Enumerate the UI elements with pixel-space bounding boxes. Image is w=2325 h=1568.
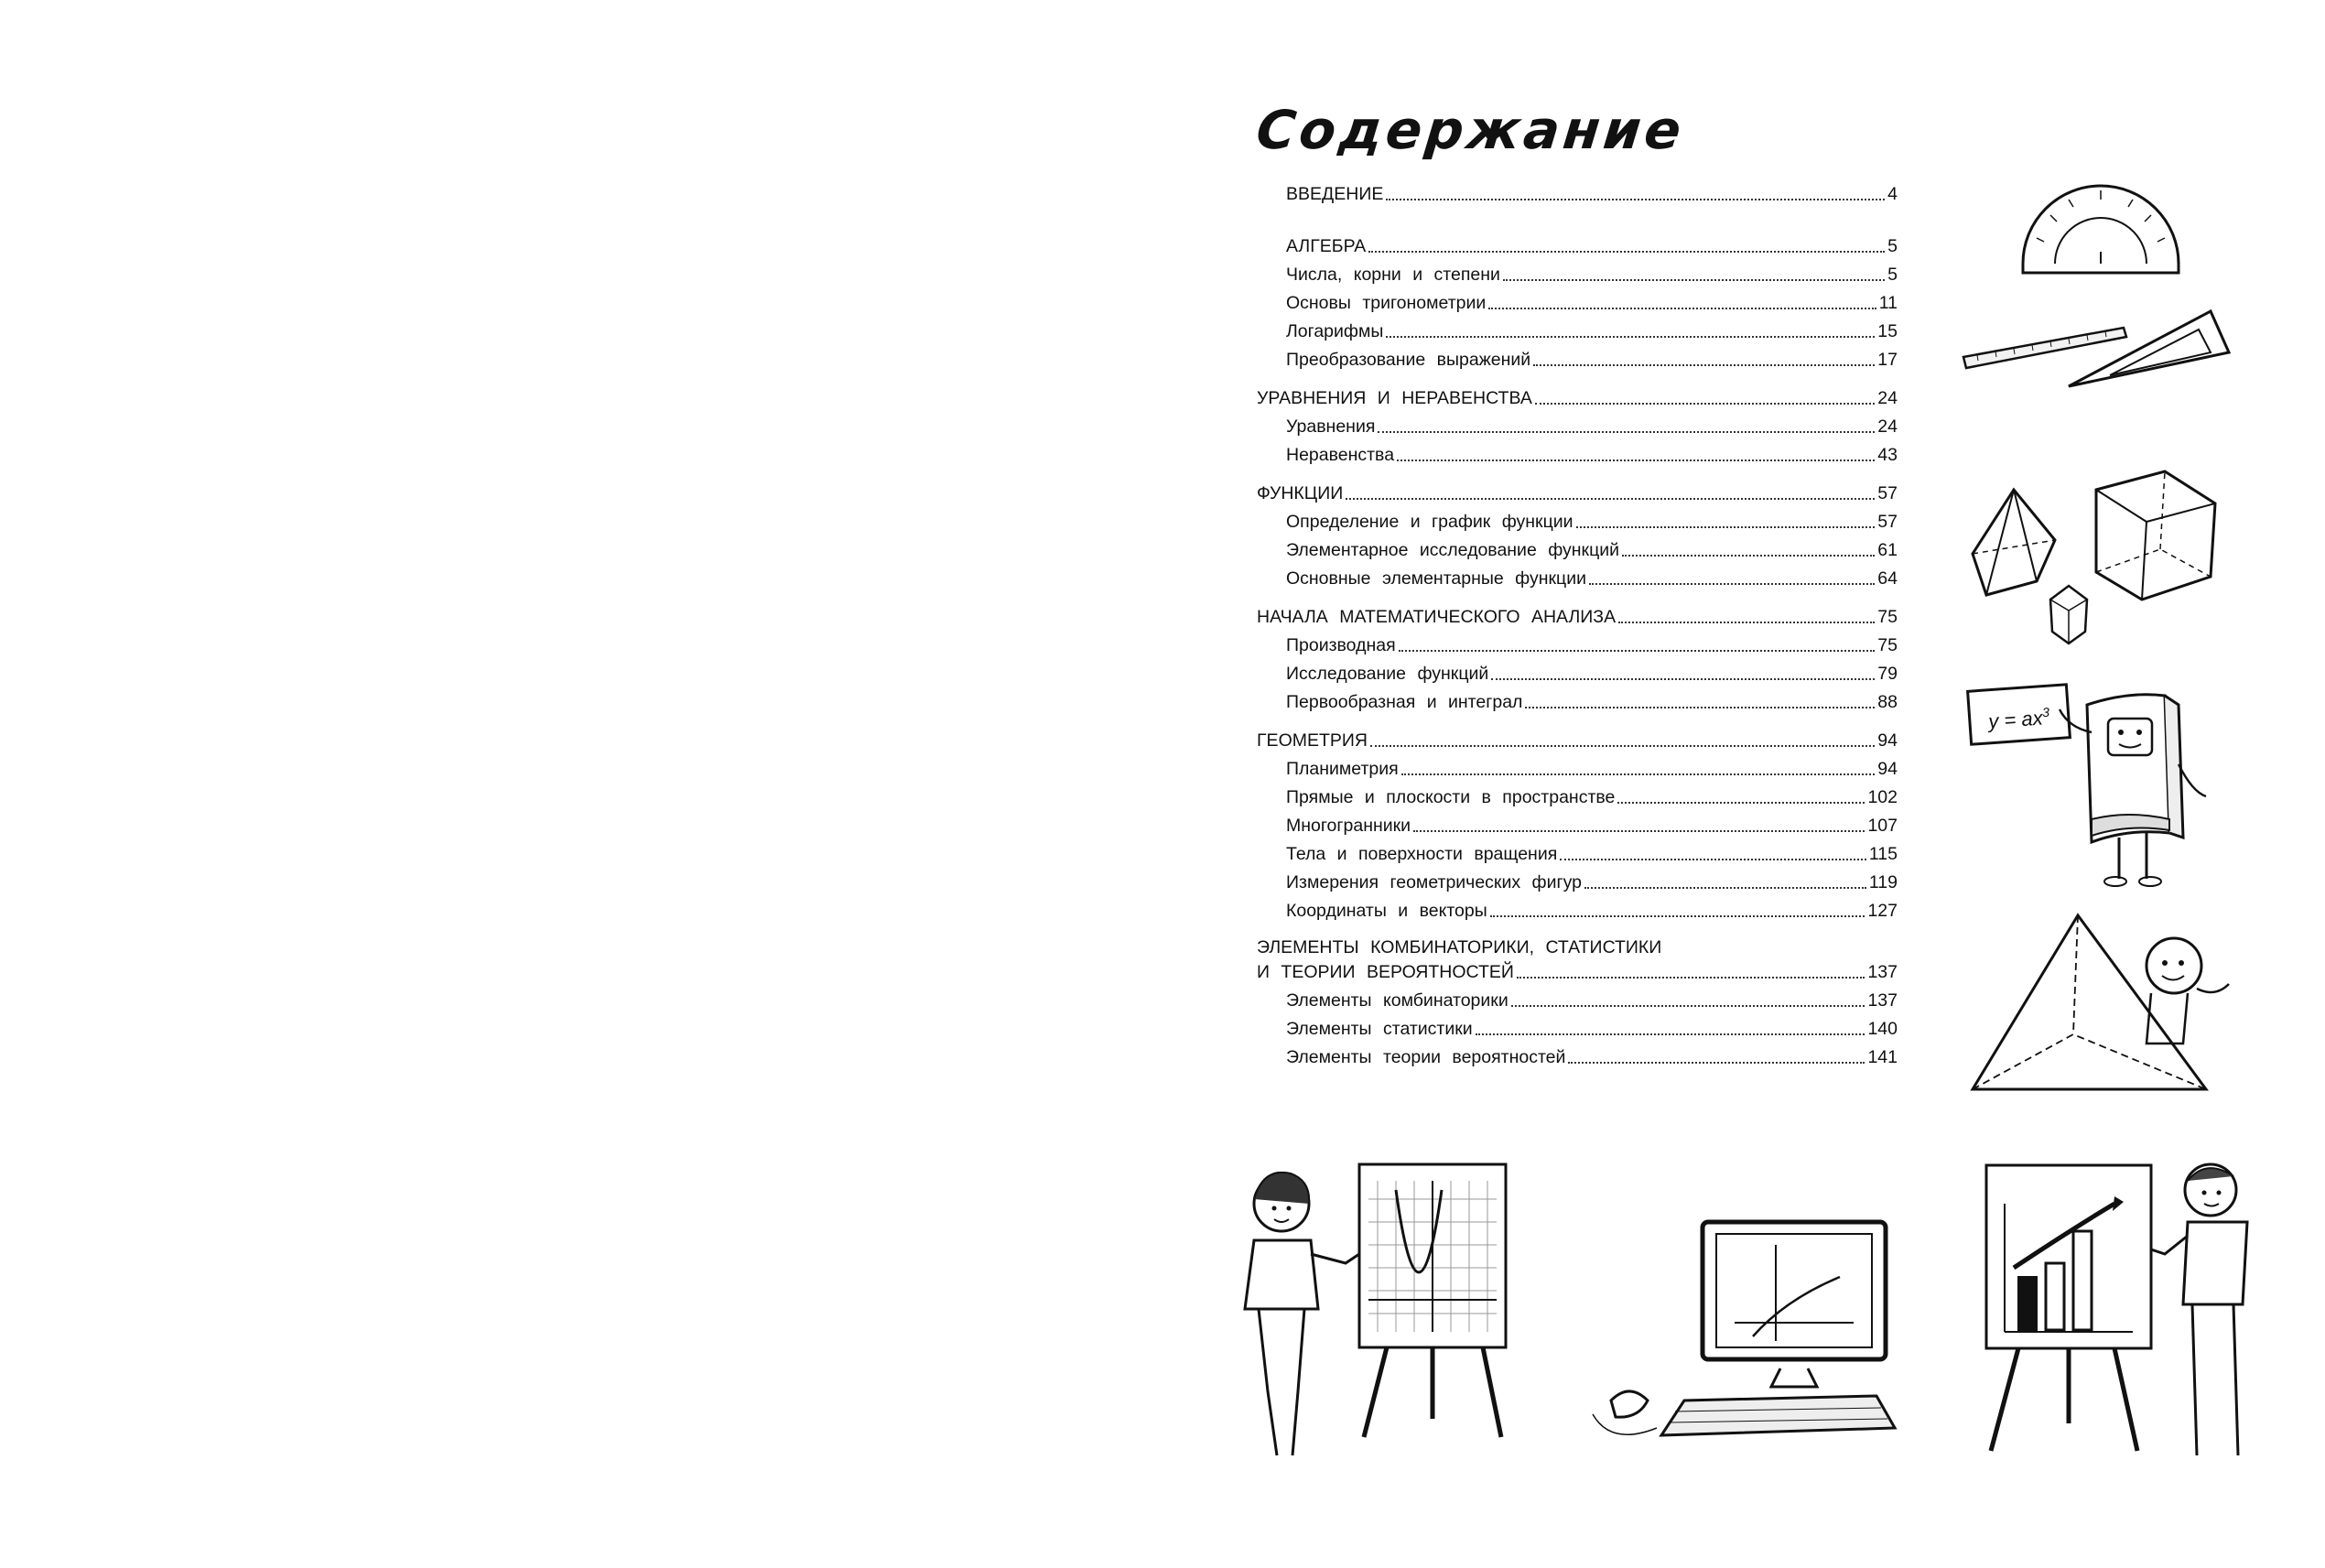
toc-page-number: 115 xyxy=(1868,844,1898,864)
toc-entry[interactable] xyxy=(1257,691,1898,713)
toc-entry[interactable] xyxy=(1257,264,1898,286)
toc-page-number: 137 xyxy=(1867,962,1898,982)
dot-leader xyxy=(1413,830,1865,832)
dot-leader xyxy=(1368,251,1885,253)
dot-leader xyxy=(1560,859,1866,860)
toc-section[interactable] xyxy=(1257,387,1898,409)
ruler-triangle-illustration xyxy=(1959,302,2233,394)
toc-section[interactable] xyxy=(1257,606,1898,628)
dot-leader xyxy=(1618,622,1875,623)
toc-entry-title: Элементарное исследование функций xyxy=(1286,540,1620,560)
toc-entry[interactable] xyxy=(1257,900,1898,922)
toc-section[interactable] xyxy=(1257,482,1898,504)
toc-entry[interactable] xyxy=(1257,568,1898,589)
toc-entry[interactable] xyxy=(1257,320,1898,342)
toc-entry-title: НАЧАЛА МАТЕМАТИЧЕСКОГО АНАЛИЗА xyxy=(1257,607,1617,627)
dot-leader xyxy=(1503,279,1885,281)
toc-page-number: 119 xyxy=(1868,872,1898,892)
toc-entry-title: Числа, корни и степени xyxy=(1286,265,1500,285)
toc-page-number: 137 xyxy=(1867,990,1898,1011)
dot-leader xyxy=(1535,403,1875,405)
dot-leader xyxy=(1488,308,1876,309)
toc-entry-title: ГЕОМЕТРИЯ xyxy=(1257,730,1368,751)
toc-entry[interactable] xyxy=(1257,235,1898,257)
toc-entry-title: Уравнения xyxy=(1286,416,1376,437)
book-character-illustration xyxy=(2055,682,2247,892)
toc-section[interactable] xyxy=(1257,961,1898,983)
dot-leader xyxy=(1584,887,1866,889)
toc-entry-title: Первообразная и интеграл xyxy=(1286,692,1523,712)
dot-leader xyxy=(1490,915,1865,917)
formula-text: y = ax xyxy=(1987,706,2044,733)
dot-leader xyxy=(1386,199,1885,200)
toc-entry[interactable] xyxy=(1257,786,1898,808)
toc-page-number: 102 xyxy=(1867,787,1898,807)
toc-entry-title: ВВЕДЕНИЕ xyxy=(1286,184,1384,204)
toc-entry[interactable] xyxy=(1257,292,1898,314)
toc-section[interactable] xyxy=(1257,730,1898,752)
toc-entry[interactable] xyxy=(1257,183,1898,205)
toc-entry-title: Производная xyxy=(1286,635,1396,655)
toc-entry[interactable] xyxy=(1257,511,1898,533)
toc-entry-title: Элементы комбинаторики xyxy=(1286,990,1509,1011)
dot-leader xyxy=(1617,802,1865,804)
toc-entry-title: Планиметрия xyxy=(1286,759,1399,779)
teacher-parabola-illustration xyxy=(1227,1153,1529,1469)
toc-entry-title: УРАВНЕНИЯ И НЕРАВЕНСТВА xyxy=(1257,388,1532,408)
toc-page-number: 140 xyxy=(1867,1019,1898,1039)
pyramid-character-illustration xyxy=(1968,906,2243,1103)
dot-leader xyxy=(1378,431,1875,433)
toc-entry[interactable] xyxy=(1257,663,1898,685)
toc-entry-title: Многогранники xyxy=(1286,816,1411,836)
toc-entry[interactable] xyxy=(1257,349,1898,371)
toc-page-number: 57 xyxy=(1877,512,1898,532)
toc-entry[interactable] xyxy=(1257,634,1898,656)
toc-entry[interactable] xyxy=(1257,539,1898,561)
toc-entry[interactable] xyxy=(1257,989,1898,1011)
dot-leader xyxy=(1476,1033,1865,1035)
dot-leader xyxy=(1370,745,1875,747)
toc-page-number: 24 xyxy=(1877,388,1898,408)
toc-page-number: 79 xyxy=(1877,664,1898,684)
toc-page-number: 141 xyxy=(1867,1047,1898,1067)
toc-page-number: 5 xyxy=(1887,265,1898,285)
dot-leader xyxy=(1397,460,1875,461)
toc-entry-title: И ТЕОРИИ ВЕРОЯТНОСТЕЙ xyxy=(1257,962,1514,982)
toc-entry[interactable] xyxy=(1257,871,1898,893)
dot-leader xyxy=(1517,977,1865,979)
toc-entry[interactable] xyxy=(1257,444,1898,466)
protractor-illustration xyxy=(2014,165,2188,275)
toc-section-heading-line1: ЭЛЕМЕНТЫ КОМБИНАТОРИКИ, СТАТИСТИКИ xyxy=(1257,937,1662,957)
dot-leader xyxy=(1576,526,1876,528)
computer-illustration xyxy=(1574,1208,1941,1465)
toc-page-number: 57 xyxy=(1877,483,1898,503)
toc-page-number: 11 xyxy=(1878,293,1898,313)
toc-page-number: 24 xyxy=(1877,416,1898,437)
dot-leader xyxy=(1511,1005,1865,1007)
toc-entry-title: Тела и поверхности вращения xyxy=(1286,844,1558,864)
toc-entry-title: Исследование функций xyxy=(1286,664,1489,684)
toc-page-number: 88 xyxy=(1877,692,1898,712)
dot-leader xyxy=(1346,498,1875,500)
toc-page-number: 75 xyxy=(1877,607,1898,627)
toc-entry-title: Неравенства xyxy=(1286,445,1395,465)
dot-leader xyxy=(1622,555,1875,557)
toc-page-number: 94 xyxy=(1877,730,1898,751)
toc-entry[interactable] xyxy=(1257,758,1898,780)
dot-leader xyxy=(1386,336,1875,338)
presenter-bar-chart-illustration xyxy=(1977,1149,2270,1469)
dot-leader xyxy=(1401,773,1876,775)
dot-leader xyxy=(1491,678,1875,680)
toc-page-number: 127 xyxy=(1867,901,1898,921)
polyhedra-illustration xyxy=(1968,453,2243,650)
toc-entry[interactable] xyxy=(1257,1046,1898,1068)
toc-entry[interactable] xyxy=(1257,416,1898,438)
toc-entry-title: ФУНКЦИИ xyxy=(1257,483,1344,503)
dot-leader xyxy=(1533,364,1875,366)
toc-page-number: 17 xyxy=(1877,350,1898,370)
toc-entry[interactable] xyxy=(1257,1018,1898,1040)
toc-entry-title: Элементы статистики xyxy=(1286,1019,1473,1039)
toc-page-number: 43 xyxy=(1877,445,1898,465)
toc-page-number: 64 xyxy=(1877,568,1898,589)
page-title: Содержание xyxy=(1253,99,1688,161)
toc-entry-title: АЛГЕБРА xyxy=(1286,236,1367,256)
toc-entry-title: Координаты и векторы xyxy=(1286,901,1487,921)
toc-entry-title: Измерения геометрических фигур xyxy=(1286,872,1582,892)
toc-entry-title: Основы тригонометрии xyxy=(1286,293,1487,313)
toc-entry-title: Преобразование выражений xyxy=(1286,350,1531,370)
toc-entry-title: Определение и график функции xyxy=(1286,512,1573,532)
toc-page-number: 75 xyxy=(1877,635,1898,655)
toc-entry[interactable] xyxy=(1257,843,1898,865)
toc-page-number: 4 xyxy=(1887,184,1898,204)
dot-leader xyxy=(1589,583,1875,585)
toc-page-number: 107 xyxy=(1867,816,1898,836)
toc-entry-title: Элементы теории вероятностей xyxy=(1286,1047,1566,1067)
toc-entry-title: Основные элементарные функции xyxy=(1286,568,1586,589)
dot-leader xyxy=(1399,650,1876,652)
toc-entry-title: Прямые и плоскости в пространстве xyxy=(1286,787,1616,807)
toc-entry[interactable] xyxy=(1257,815,1898,837)
toc-page-number: 15 xyxy=(1877,321,1898,341)
dot-leader xyxy=(1525,707,1875,708)
dot-leader xyxy=(1568,1062,1865,1064)
toc-entry-title: Логарифмы xyxy=(1286,321,1384,341)
toc-page-number: 61 xyxy=(1877,540,1898,560)
toc-page-number: 94 xyxy=(1877,759,1898,779)
formula-exponent: 3 xyxy=(2041,704,2050,720)
toc-page-number: 5 xyxy=(1887,236,1898,256)
